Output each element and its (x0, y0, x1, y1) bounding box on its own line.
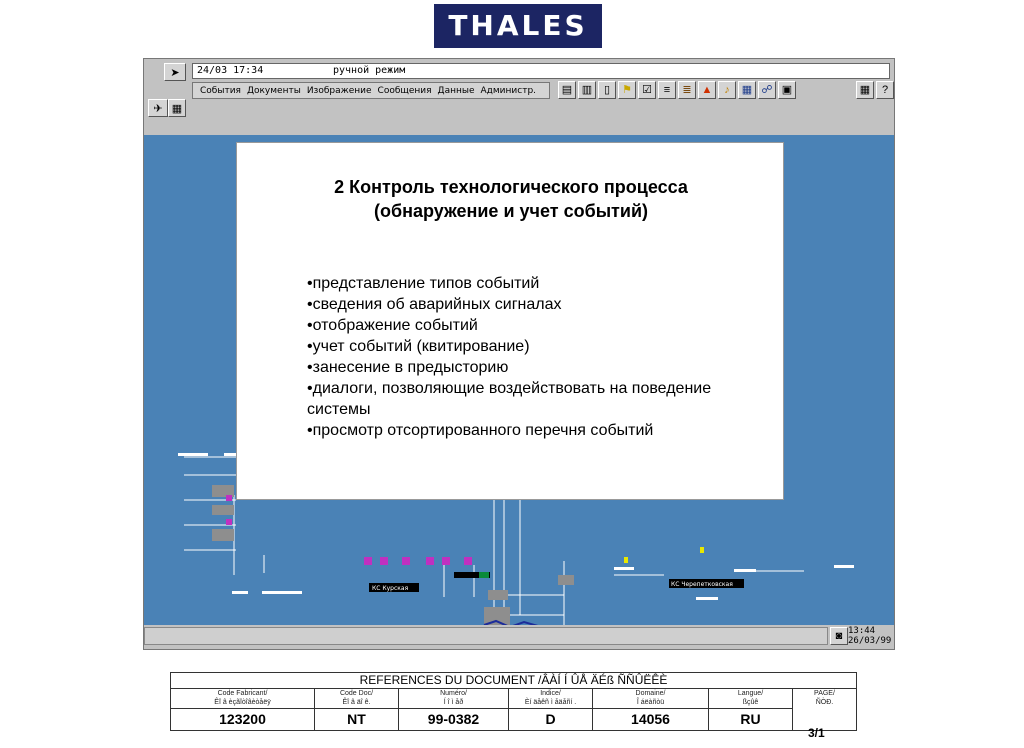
journal-icon[interactable]: ▯ (598, 81, 616, 99)
stack-icon[interactable]: ≡ (658, 81, 676, 99)
slide-panel (236, 142, 784, 500)
label-fabricant: Code Fabricant/ Êî â èçãîòîâèòåëÿ (171, 689, 315, 709)
network-icon[interactable]: ☍ (758, 81, 776, 99)
slide-title-line2: (обнаружение и учет событий) (373, 201, 649, 221)
arrow-pointer-icon[interactable]: ➤ (164, 63, 186, 81)
camera-icon[interactable]: ◙ (830, 627, 848, 645)
clock-time: 13:44 (848, 626, 876, 636)
flag-icon[interactable]: ⚑ (618, 81, 636, 99)
menu-image[interactable]: Изображение (306, 85, 372, 96)
menu-events[interactable]: События (200, 85, 241, 96)
label-code-doc: Code Doc/ Êî â äî ê. (315, 689, 399, 709)
message-bar (144, 627, 828, 645)
label-numero: Numéro/ Í î ì åð (399, 689, 509, 709)
bullet-item: •просмотр отсортированного перечня событий (307, 422, 654, 439)
bullet-item: •отображение событий (307, 317, 478, 334)
bullet-list (307, 273, 779, 441)
menu-admin[interactable]: Администр. (480, 85, 537, 96)
menu-documents[interactable]: Документы (246, 85, 301, 96)
thales-logo: THALES (434, 4, 602, 48)
doc-refs-heading: REFERENCES DU DOCUMENT /ÂÀÍ Í ÛÅ ÄÉß ÑÑÛËÊÈ (171, 673, 857, 689)
calculator-icon[interactable]: ▦ (856, 81, 874, 99)
value-langue: RU (709, 709, 793, 731)
right-icons (856, 81, 894, 99)
value-numero: 99-0382 (399, 709, 509, 731)
station-right-label: КС Черепетковская (671, 581, 733, 588)
value-indice: D (509, 709, 593, 731)
cards-icon[interactable]: ▣ (778, 81, 796, 99)
fire-icon[interactable]: ▲ (698, 81, 716, 99)
bullet-item: •занесение в предысторию (307, 359, 509, 376)
menu-data[interactable]: Данные (437, 85, 475, 96)
label-indice: Indice/ Èí äåêñ ì åäåñí . (509, 689, 593, 709)
slide-title-line1: 2 Контроль технологического процесса (334, 177, 688, 197)
slide-title (237, 175, 785, 223)
bullet-item: •сведения об аварийных сигналах (307, 296, 562, 313)
airplane-icon[interactable]: ✈ (148, 99, 168, 117)
document-references-table (170, 672, 857, 731)
label-page: PAGE/ ÑÒÐ. (793, 689, 857, 731)
station-left-label: КС Курская (372, 585, 409, 592)
grid-icon[interactable]: ▦ (738, 81, 756, 99)
clock-date: 26/03/99 (848, 636, 892, 646)
bullet-item: •учет событий (квитирование) (307, 338, 530, 355)
book-icon[interactable]: ▥ (578, 81, 596, 99)
status-mode: ручной режим (333, 65, 406, 76)
checklist-icon[interactable]: ☑ (638, 81, 656, 99)
clock-display (848, 626, 894, 648)
value-domaine: 14056 (593, 709, 709, 731)
label-domaine: Domaine/ Î áëàñòü (593, 689, 709, 709)
stack-icon[interactable]: ≣ (678, 81, 696, 99)
bullet-item: •диалоги, позволяющие воздействовать на поведение системы (307, 380, 712, 418)
status-datetime: 24/03 17:34 (197, 65, 264, 76)
label-langue: Langue/ ßçûê (709, 689, 793, 709)
page-number: 3/1 (808, 726, 825, 740)
menu-messages[interactable]: Сообщения (377, 85, 432, 96)
help-icon[interactable]: ? (876, 81, 894, 99)
toolbar-icons (558, 81, 796, 99)
status-field (192, 63, 890, 79)
table-icon[interactable]: ▤ (558, 81, 576, 99)
menu-bar (192, 82, 550, 99)
value-code-doc: NT (315, 709, 399, 731)
bullet-item: •представление типов событий (307, 275, 540, 292)
bell-icon[interactable]: ♪ (718, 81, 736, 99)
grid-icon[interactable]: ▦ (168, 99, 186, 117)
value-fabricant: 123200 (171, 709, 315, 731)
